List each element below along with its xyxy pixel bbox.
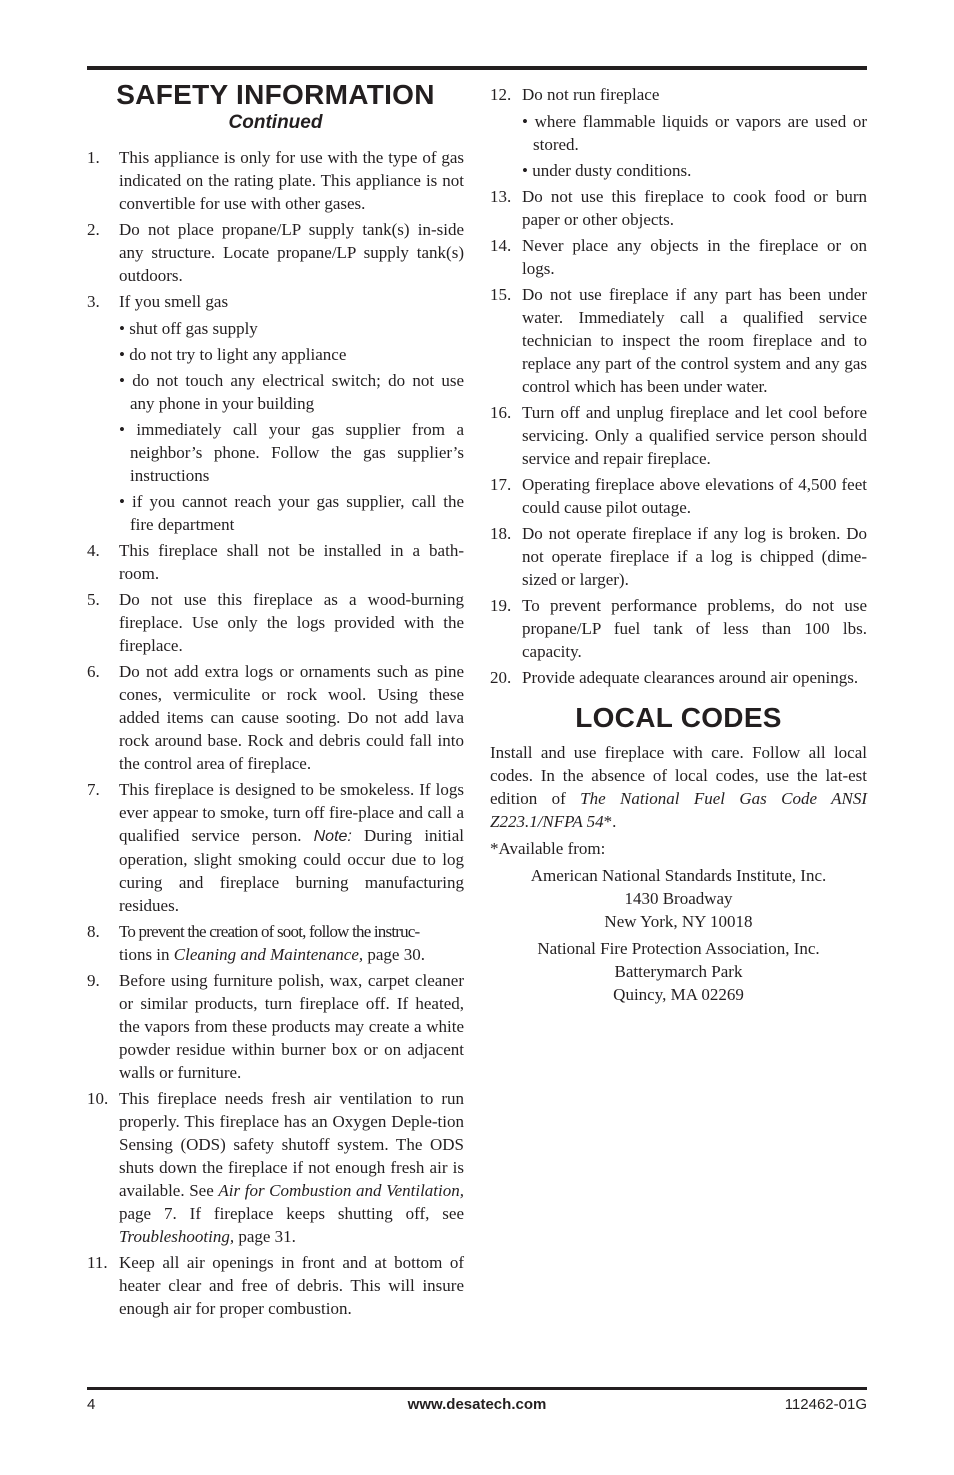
- list-item: 20. Provide adequate clearances around air openings.: [490, 668, 859, 687]
- bullet-item: • do not touch any electrical switch; do not use any phone in your building: [119, 371, 464, 413]
- list-item: 1. This appliance is only for use with the type of gas indicated on the rating plate. This appliance is not convertible for use with other gases.: [87, 148, 464, 213]
- list-item: 5. Do not use this fireplace as a wood-burning fireplace. Use only the logs provided with the fireplace.: [87, 590, 464, 655]
- section-title: SAFETY INFORMATION: [116, 79, 435, 110]
- local-codes-title: LOCAL CODES: [575, 702, 782, 733]
- list-item: 2. Do not place propane/LP supply tank(s) in-side any structure. Locate propane/LP supply tank(s) outdoors.: [87, 220, 464, 285]
- bullet-item: • where flammable liquids or vapors are used or stored.: [522, 112, 867, 154]
- right-column: [490, 83, 867, 1010]
- section-subtitle: Continued: [228, 112, 323, 133]
- bullet-item: • shut off gas supply: [119, 319, 258, 338]
- bullet-item: • if you cannot reach your gas supplier, call the fire department: [119, 492, 464, 534]
- bullet-item: • under dusty conditions.: [522, 161, 692, 180]
- safety-list-left: [87, 146, 464, 1320]
- address-nfpa: National Fire Protection Association, Inc. Batterymarch Park Quincy, MA 02269: [537, 939, 820, 1004]
- list-item: 7. This fireplace is designed to be smokeless. If logs ever appear to smoke, turn off fire-place and call a qualified service person. Note: During initial operation, slight smoking could occur due to log curing and fireplace burning manufacturing residues.: [87, 780, 464, 915]
- note-label: Note:: [313, 828, 352, 845]
- page-number: 4: [87, 1396, 96, 1413]
- document-code: 112462-01G: [784, 1396, 867, 1413]
- list-item: 18. Do not operate fireplace if any log is broken. Do not operate fireplace if a log is chipped (dime-sized or larger).: [490, 524, 867, 589]
- bullet-list: [522, 110, 867, 182]
- list-item: 19. To prevent performance problems, do not use propane/LP fuel tank of less than 100 lbs. capacity.: [490, 596, 867, 661]
- bullet-list: [119, 317, 464, 536]
- bullet-item: • immediately call your gas supplier from a neighbor’s phone. Follow the gas supplier’s instructions: [119, 420, 464, 485]
- list-item: 15. Do not use fireplace if any part has been under water. Immediately call a qualified service technician to inspect the room fireplace and to replace any part of the control system and any gas control which has been under water.: [490, 285, 867, 396]
- local-codes-paragraph: Install and use fireplace with care. Follow all local codes. In the absence of local codes, use the lat-est edition of The National Fuel Gas Code ANSI Z223.1/NFPA 54*.: [490, 743, 867, 831]
- address-ansi: American National Standards Institute, Inc. 1430 Broadway New York, NY 10018: [530, 866, 827, 931]
- code-reference: The National Fuel Gas Code ANSI Z223.1/NFPA 54: [490, 789, 867, 831]
- cross-reference: Cleaning and Maintenance,: [173, 945, 364, 964]
- bottom-rule: [87, 1387, 867, 1390]
- cross-reference: Troubleshooting,: [119, 1227, 235, 1246]
- footer-url: www.desatech.com: [407, 1396, 547, 1413]
- list-item: 10. This fireplace needs fresh air ventilation to run properly. This fireplace has an Oxygen Deple-tion Sensing (ODS) safety shutoff system. The ODS shuts down the fireplace if not enough fresh air is available. See Air for Combustion and Ventilation, page 7. If fireplace keeps shutting off, see Troubleshooting, page 31.: [87, 1089, 464, 1246]
- list-item: 12. Do not run fireplace • where flammable liquids or vapors are used or stored. • under dusty conditions.: [490, 85, 867, 180]
- list-item: 16. Turn off and unplug fireplace and let cool before servicing. Only a qualified service person should service and repair fireplace.: [490, 403, 867, 468]
- list-item: 4. This fireplace shall not be installed in a bath-room.: [87, 541, 464, 583]
- list-item: 14. Never place any objects in the fireplace or on logs.: [490, 236, 867, 278]
- list-item: 6. Do not add extra logs or ornaments such as pine cones, vermiculite or rock wool. Using these added items can cause sooting. Do not add lava rock around base. Rock and debris could fall into the control area of fireplace.: [87, 662, 464, 773]
- list-item: 8. To prevent the creation of soot, follow the instruc- tions in Cleaning and Maintenance, page 30.: [87, 922, 425, 964]
- cross-reference: Air for Combustion and Ventilation,: [218, 1181, 464, 1200]
- bullet-item: • do not try to light any appliance: [119, 345, 347, 364]
- address-list: [490, 864, 867, 1006]
- list-item: 13. Do not use this fireplace to cook food or burn paper or other objects.: [490, 187, 867, 229]
- list-item: 9. Before using furniture polish, wax, carpet cleaner or similar products, turn fireplace off. If heated, the vapors from these products may create a white powder residue within burner box or on adjacent walls or furniture.: [87, 971, 464, 1082]
- top-rule: [87, 66, 867, 70]
- available-from: *Available from:: [490, 839, 606, 858]
- left-column: [87, 80, 464, 1323]
- safety-list-right: [490, 83, 867, 689]
- list-item: 3. If you smell gas • shut off gas supply • do not try to light any appliance • do not touch any electrical switch; do not use any phone in your building • immediately call your gas supplier from a neighbor’s phone. Follow the gas supplier’s instructions • if you cannot reach your gas supplier, call the fire department: [87, 292, 464, 534]
- list-item: 17. Operating fireplace above elevations of 4,500 feet could cause pilot outage.: [490, 475, 867, 517]
- list-item: 11. Keep all air openings in front and at bottom of heater clear and free of debris. This will insure enough air for proper combustion.: [87, 1253, 464, 1318]
